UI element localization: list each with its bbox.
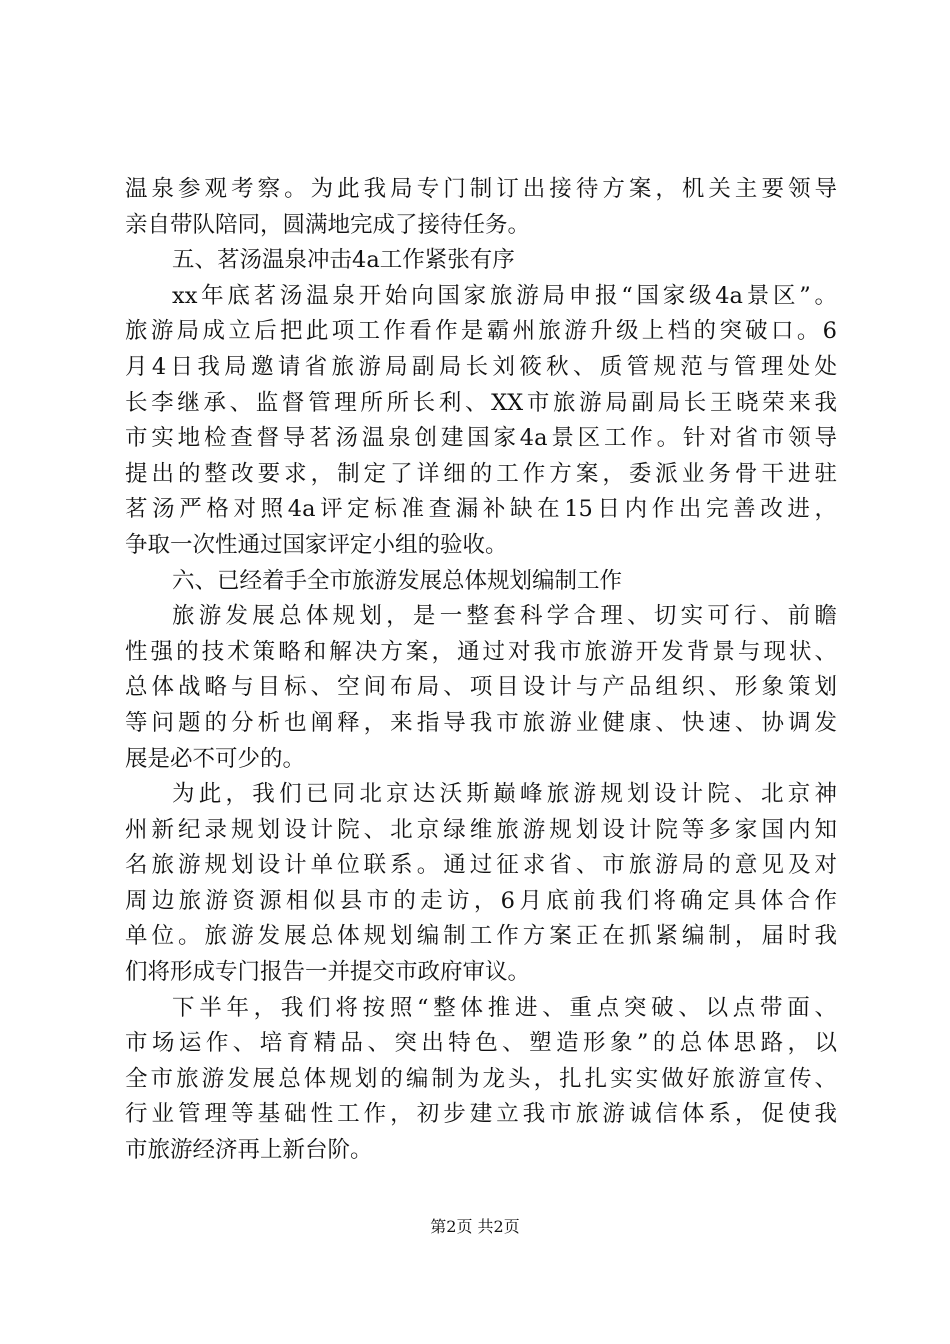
text-line: 茗汤严格对照4a评定标准查漏补缺在15日内作出完善改进， [125, 496, 837, 523]
text-line: 名旅游规划设计单位联系。通过征求省、市旅游局的意见及对 [125, 852, 837, 879]
text-line: 行业管理等基础性工作，初步建立我市旅游诚信体系，促使我 [125, 1101, 837, 1128]
text-line: 市场运作、培育精品、突出特色、塑造形象”的总体思路，以 [125, 1030, 837, 1057]
text-line: 等问题的分析也阐释，来指导我市旅游业健康、快速、协调发 [125, 709, 837, 736]
text-line: 州新纪录规划设计院、北京绿维旅游规划设计院等多家国内知 [125, 816, 837, 843]
text-line: 争取一次性通过国家评定小组的验收。 [125, 531, 508, 558]
text-line: 性强的技术策略和解决方案，通过对我市旅游开发背景与现状、 [125, 638, 837, 665]
text-line: 五、茗汤温泉冲击4a工作紧张有序 [172, 247, 515, 274]
text-line: 单位。旅游发展总体规划编制工作方案正在抓紧编制，届时我 [125, 923, 837, 950]
text-line: 总体战略与目标、空间布局、项目设计与产品组织、形象策划 [125, 674, 837, 701]
text-line: xx年底茗汤温泉开始向国家旅游局申报“国家级4a景区”。 [172, 282, 837, 309]
text-line: 们将形成专门报告一并提交市政府审议。 [125, 959, 531, 986]
text-line: 旅游发展总体规划，是一整套科学合理、切实可行、前瞻 [172, 603, 837, 630]
text-line: 温泉参观考察。为此我局专门制订出接待方案，机关主要领导 [125, 176, 837, 202]
text-line: 提出的整改要求，制定了详细的工作方案，委派业务骨干进驻 [125, 460, 837, 487]
text-line: 市实地检查督导茗汤温泉创建国家4a景区工作。针对省市领导 [125, 425, 837, 452]
page-footer: 第2页 共2页 [430, 1217, 520, 1236]
document-body [125, 172, 837, 1169]
text-line: 亲自带队陪同，圆满地完成了接待任务。 [125, 211, 531, 238]
text-line: 旅游局成立后把此项工作看作是霸州旅游升级上档的突破口。6 [125, 318, 837, 345]
text-line: 月4日我局邀请省旅游局副局长刘筱秋、质管规范与管理处处 [125, 353, 837, 380]
text-line: 市旅游经济再上新台阶。 [125, 1137, 373, 1164]
text-line: 为此，我们已同北京达沃斯巅峰旅游规划设计院、北京神 [172, 781, 837, 808]
text-line: 下半年，我们将按照“整体推进、重点突破、以点带面、 [172, 994, 837, 1021]
text-line: 周边旅游资源相似县市的走访，6月底前我们将确定具体合作 [125, 887, 837, 914]
text-line: 全市旅游发展总体规划的编制为龙头，扎扎实实做好旅游宣传、 [125, 1065, 837, 1092]
text-line: 长李继承、监督管理所所长利、XX市旅游局副局长王晓荣来我 [125, 389, 837, 416]
text-line: 六、已经着手全市旅游发展总体规划编制工作 [172, 567, 623, 594]
text-line: 展是必不可少的。 [125, 745, 306, 772]
